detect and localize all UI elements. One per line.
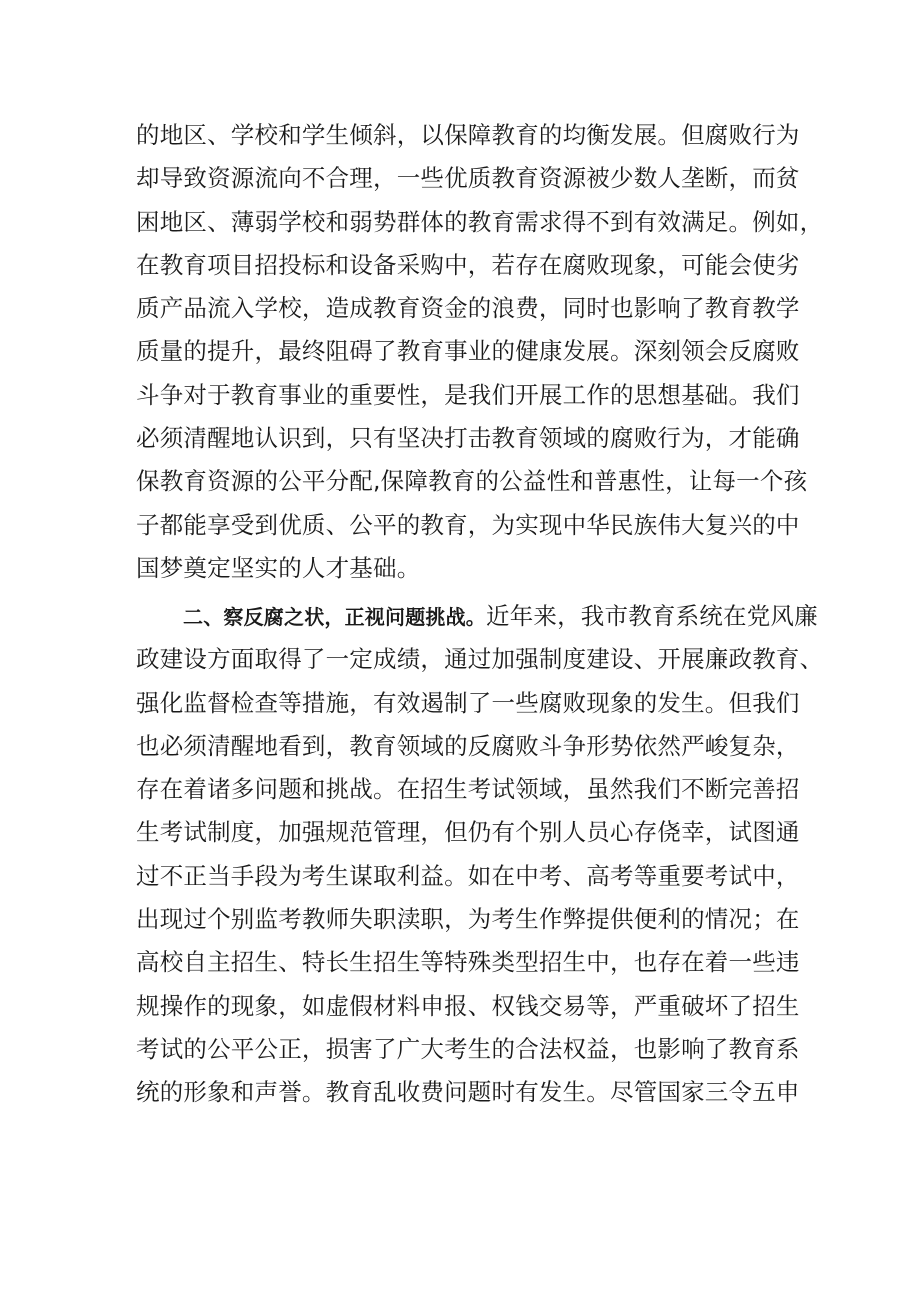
paragraph-first-line [136, 595, 818, 638]
text-line: 统的形象和声誉。教育乱收费问题时有发生。尽管国家三令五申 [136, 1078, 800, 1107]
text-line: 质产品流入学校，造成教育资金的浪费，同时也影响了教育教学 [136, 294, 800, 323]
text-line: 的地区、学校和学生倾斜，以保障教育的均衡发展。但腐败行为 [136, 121, 800, 149]
section-heading: 二、察反腐之状，正视问题挑战。 [183, 605, 486, 629]
text-line: 子都能享受到优质、公平的教育，为实现中华民族伟大复兴的中 [136, 510, 800, 539]
text-line: 必须清醒地认识到，只有坚决打击教育领域的腐败行为，才能确 [136, 424, 800, 453]
body-paragraph-2 [136, 595, 824, 1115]
body-paragraph-1 [136, 114, 824, 590]
text-line: 强化监督检查等措施，有效遏制了一些腐败现象的发生。但我们 [136, 688, 800, 717]
text-line: 高校自主招生、特长生招生等特殊类型招生中，也存在着一些违 [136, 948, 800, 977]
text-line: 规操作的现象，如虚假材料申报、权钱交易等，严重破坏了招生 [136, 991, 800, 1020]
text-line: 考试的公平公正，损害了广大考生的合法权益，也影响了教育系 [136, 1034, 800, 1063]
text-line: 质量的提升，最终阻碍了教育事业的健康发展。深刻领会反腐败 [136, 337, 800, 366]
text-line: 却导致资源流向不合理，一些优质教育资源被少数人垄断，而贫 [136, 164, 800, 193]
text-line: 生考试制度，加强规范管理，但仍有个别人员心存侥幸，试图通 [136, 818, 800, 847]
text-line: 也必须清醒地看到，教育领域的反腐败斗争形势依然严峻复杂， [136, 731, 800, 760]
text-line: 困地区、薄弱学校和弱势群体的教育需求得不到有效满足。例如， [136, 207, 824, 236]
text-line: 国梦奠定坚实的人才基础。 [136, 553, 421, 582]
text-line: 政建设方面取得了一定成绩，通过加强制度建设、开展廉政教育、 [136, 645, 824, 674]
text-line: 过不正当手段为考生谋取利益。如在中考、高考等重要考试中， [136, 861, 800, 890]
text-line: 存在着诸多问题和挑战。在招生考试领域，虽然我们不断完善招 [136, 775, 800, 804]
text-run: 近年来，我市教育系统在党风廉 [486, 602, 818, 630]
text-line: 出现过个别监考教师失职渎职，为考生作弊提供便利的情况；在 [136, 905, 800, 934]
text-line: 保教育资源的公平分配,保障教育的公益性和普惠性，让每一个孩 [136, 467, 808, 496]
text-line: 在教育项目招投标和设备采购中，若存在腐败现象，可能会使劣 [136, 250, 800, 279]
text-line: 斗争对于教育事业的重要性，是我们开展工作的思想基础。我们 [136, 380, 800, 409]
